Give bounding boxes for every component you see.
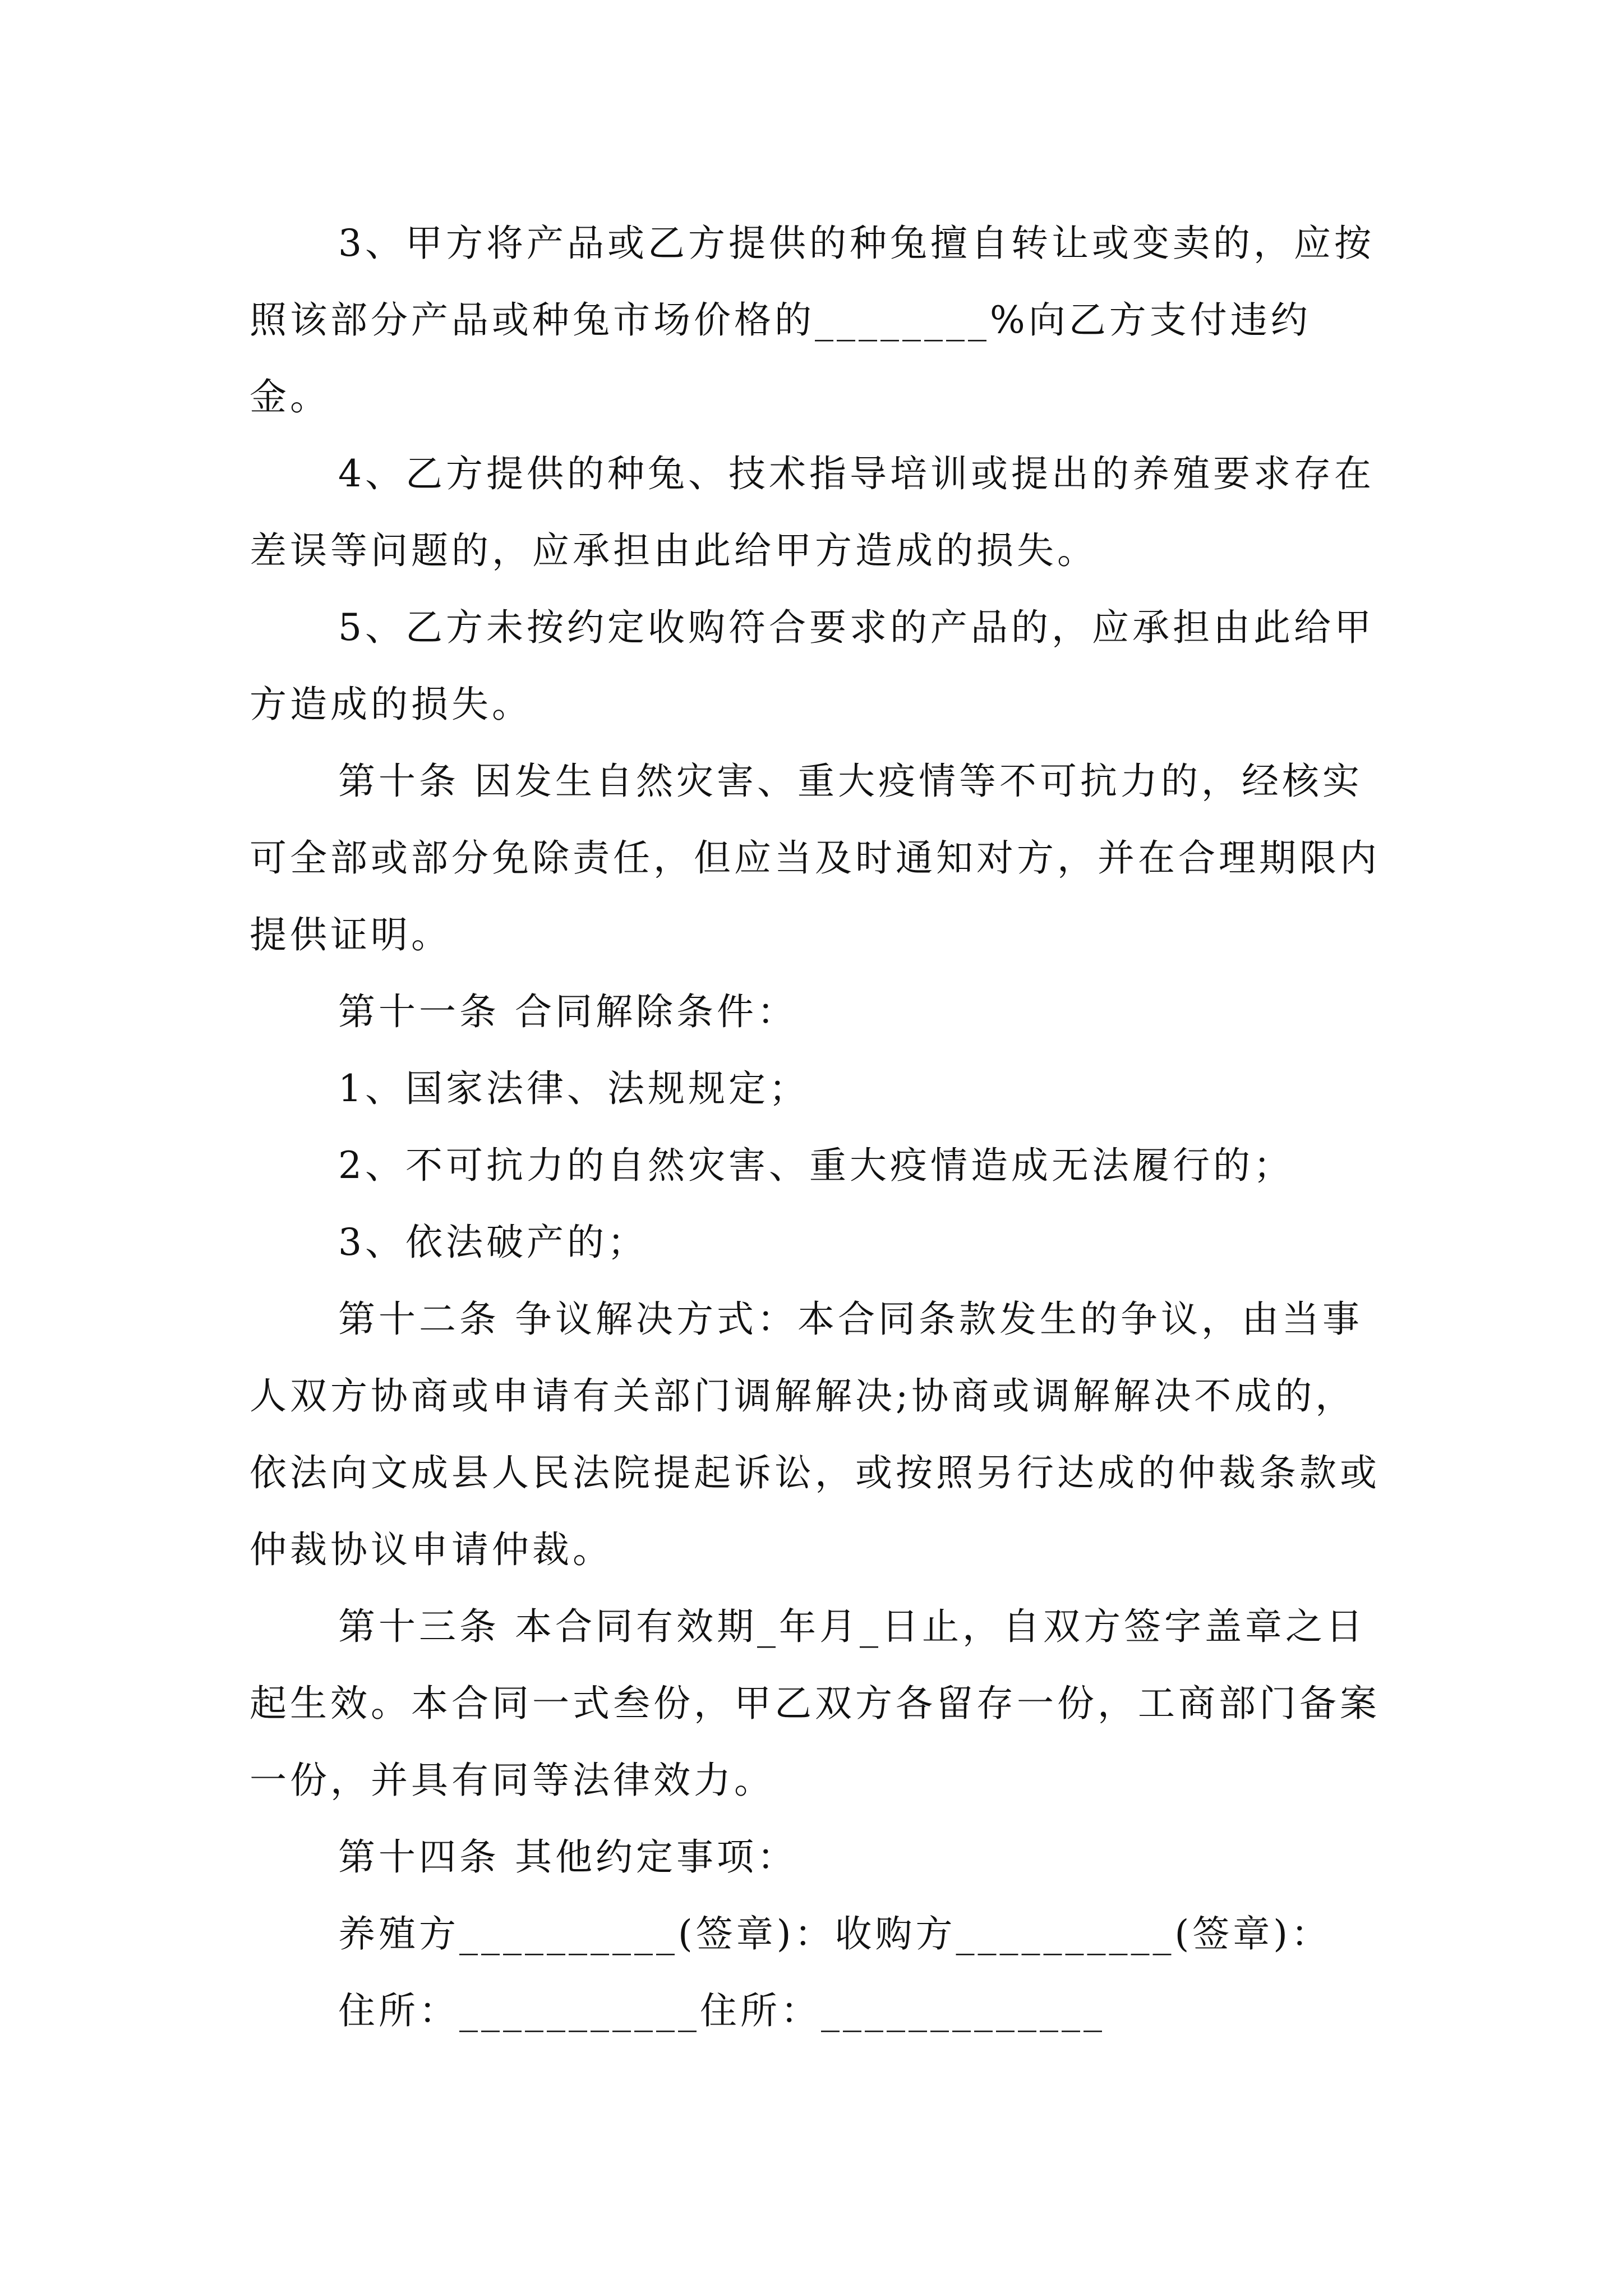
paragraph-article-14-other: 第十四条 其他约定事项： [338, 1835, 797, 1879]
paragraph-article-13-validity: 第十三条 本合同有效期_年月_日止，自双方签字盖章之日起生效。本合同一式叁份，甲乙双方各留存一份，工商部门备案一份，并具有同等法律效力。 [250, 1605, 1380, 1802]
paragraph-termination-condition-3: 3、依法破产的； [338, 1221, 648, 1264]
contract-body [250, 205, 1385, 2049]
paragraph-article-12-dispute: 第十二条 争议解决方式：本合同条款发生的争议，由当事人双方协商或申请有关部门调解解决;协商或调解解决不成的，依法向文成县人民法院提起诉讼，或按照另行达成的仲裁条款或仲裁协议申请仲裁。 [250, 1297, 1380, 1571]
paragraph-article-10-force-majeure: 第十条 因发生自然灾害、重大疫情等不可抗力的，经核实可全部或部分免除责任，但应当及时通知对方，并在合理期限内提供证明。 [250, 760, 1380, 956]
paragraph-termination-condition-1: 1、国家法律、法规规定； [338, 1067, 809, 1110]
address-line: 住所：___________住所：_____________ [338, 1989, 1105, 2032]
paragraph-item-5-purchase-failure: 5、乙方未按约定收购符合要求的产品的，应承担由此给甲方造成的损失。 [250, 606, 1375, 726]
paragraph-termination-condition-2: 2、不可抗力的自然灾害、重大疫情造成无法履行的； [338, 1144, 1294, 1187]
paragraph-item-3-breach-transfer: 3、甲方将产品或乙方提供的种兔擅自转让或变卖的，应按照该部分产品或种兔市场价格的________%向乙方支付违约金。 [250, 222, 1375, 418]
paragraph-article-11-termination: 第十一条 合同解除条件： [338, 990, 797, 1033]
paragraph-item-4-supplier-error: 4、乙方提供的种兔、技术指导培训或提出的养殖要求存在差误等问题的，应承担由此给甲方造成的损失。 [250, 452, 1375, 572]
signature-line: 养殖方__________(签章)：收购方__________(签章)： [338, 1912, 1331, 1955]
